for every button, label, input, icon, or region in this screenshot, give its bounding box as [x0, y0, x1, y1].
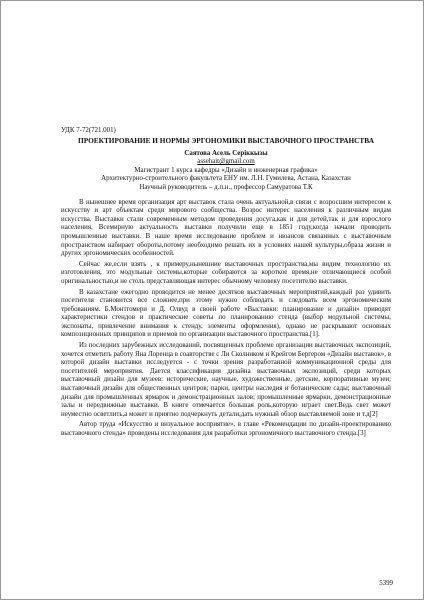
paper-content [61, 127, 391, 441]
author-position: Магистрант 1 курса кафедры «Дизайн и инженерная графика» [134, 166, 318, 174]
author-block [61, 150, 391, 193]
supervisor: Научный руководитель – д.п.н., профессор Самуратова Т.К [139, 183, 313, 191]
body-paragraph-3: В казахстане ежегодно проводится не менее десятков выставочных мероприятий,каждый раз удивить посетителя становится все сложнее,при этому нужно соблюдать и следовать всем эргономическим требованиям. Б.Монтгомери и Д. Олвуд в своей работе «Выставки: планирование и дизайн» приводят характеристики стендов и практические советы по планированию стенда (выбор модульной системы, экспонаты, привлечение внимания к стенду, элементы оформления), однако не раскрывают основных композиционных принципов и приемов по организации выставочного пространства.[1]. [61, 288, 391, 339]
author-name: Саятова Асель Серіккызы [184, 149, 268, 157]
paper-title: ПРОЕКТИРОВАНИЕ И НОРМЫ ЭРГОНОМИКИ ВЫСТАВОЧНОГО ПРОСТРАНСТВА [78, 135, 374, 145]
page-number: 5399 [379, 580, 393, 587]
udk-code: УДК 7-72(721.001) [61, 127, 116, 134]
body-paragraph-4: Из последних зарубежных исследований, посвященных проблеме организации выставочных экспозиций, хочется отметить работу Яна Лоренца в соавторстве с Ли Сколником и Крейгом Бергером «Дизайн выставок», в которой дизайн выставки исследуется - с точки зрения разработанной коммуникационной среды для посетителей мероприятия. Дается классификация дизайна выставочных экспозиций, среди которых выставочный дизайн для музеев: исторические, научные, художественные, детские, корпоративные музеи; выставочный дизайн для общественных центров; парки, центры наследия и ботанические сады; выставочный дизайн для промышленных ярмарок и демонстрационных залов; промышленные ярмарки, демонстрационные залы и передвижные выставки. В книге отмечается большая роль,которую играет свет.Ведь свет может неуместно осветлить,а может и приятно подчеркнуть детали,дать нужный обзор выставляемой зоне и т.д[2] [61, 342, 391, 418]
body-paragraph-2: Сейчас же,если взять , к примеру,нынешние выставочных пространства,мы видим технологию их изготовления, это модульные системы,которые собираются за короткое время,не отличающиеся особой оригинальностью,и не столь представляющая интерес обычному человеку посетителю выставки. [61, 260, 391, 285]
body-paragraph-1: В нынешнее время организация арт выставок стала очень актуальной,в связи с возросшим интересом к искусству и арт объектам среди мирового сообщества. Возрос интерес населения к различным видам искусства. Выставки стали современным методом проведения досуга,как и для детей,так и для взрослого населения. Всемирную актуальность выставки получили еще в 1851 году,когда начали проводить промышленные выставки. В наше время исследование проблем и нюансов связанных с выставочным пространством набирает обороты,потому необходимо решать их в условиях нашей культуры,образа жизни и других эргономических особенностей. [61, 198, 391, 258]
body-paragraph-5: Автор труда «Искусство и визуальное восприятие», в главе «Рекомендации по дизайн-проектированию выставочного стенда» проведены исследования для разработки эргономичного выставочного стенда.[3] [61, 421, 391, 437]
author-affiliation: Архитектурно-строительного факультета ЕНУ им. Л.Н. Гумилева, Астана, Казахстан [101, 175, 351, 183]
paper-body [61, 199, 391, 439]
author-email-link[interactable]: assehait@gmail.com [197, 158, 255, 166]
